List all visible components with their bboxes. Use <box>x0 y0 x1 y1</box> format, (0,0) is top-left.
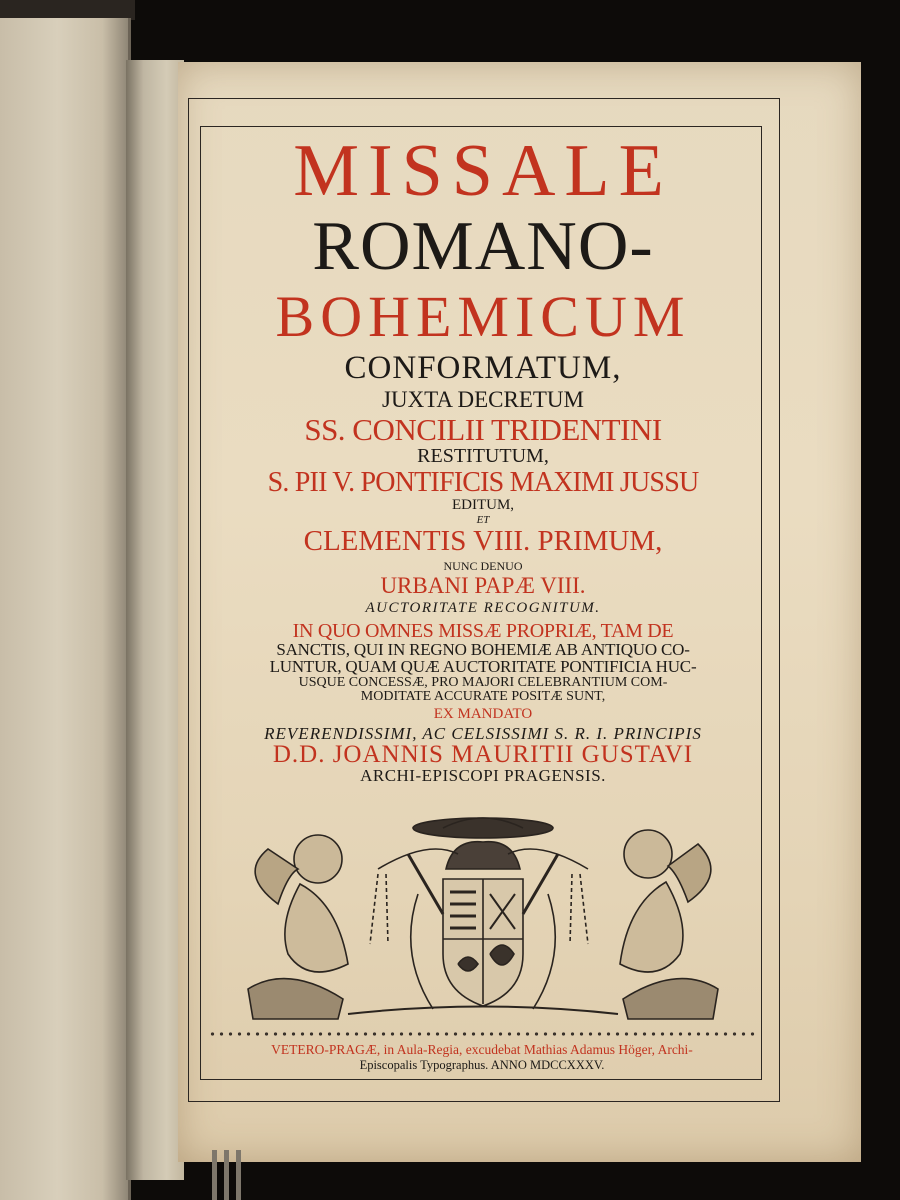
line-in-quo: IN QUO OMNES MISSÆ PROPRIÆ, TAM DE <box>292 619 674 642</box>
line-sanctis: SANCTIS, QUI IN REGNO BOHEMIÆ AB ANTIQUO CO- <box>276 640 690 660</box>
left-endpaper <box>0 18 131 1200</box>
ornamental-rule <box>208 1030 758 1038</box>
book-cover-edge <box>0 0 135 20</box>
ribbon-marker <box>224 1150 229 1200</box>
ribbon-marker <box>236 1150 241 1200</box>
imprint-line-1: VETERO-PRAGÆ, in Aula-Regia, excudebat Mathias Adamus Höger, Archi- <box>271 1042 693 1057</box>
line-dd-joannis: D.D. JOANNIS MAURITII GUSTAVI <box>272 740 694 768</box>
right-cherub-icon <box>620 830 718 1019</box>
line-concilii: SS. CONCILII TRIDENTINI <box>304 412 662 448</box>
left-cherub-icon <box>248 835 348 1019</box>
line-archi-episcopi: ARCHI-EPISCOPI PRAGENSIS. <box>360 766 606 786</box>
line-et: ET <box>476 513 490 526</box>
crown-icon <box>446 842 520 869</box>
line-luntur: LUNTUR, QUAM QUÆ AUCTORITATE PONTIFICIA HUC- <box>269 657 697 677</box>
title-romano: ROMANO- <box>312 208 654 286</box>
line-conformatum: CONFORMATUM, <box>344 350 622 387</box>
title-text-block <box>198 132 768 785</box>
line-pii: S. PII V. PONTIFICIS MAXIMI JUSSU <box>267 467 699 499</box>
line-clementis: CLEMENTIS VIII. PRIMUM, <box>303 525 663 558</box>
title-bohemicum: BOHEMICUM <box>275 283 691 349</box>
line-moditate: MODITATE ACCURATE POSITÆ SUNT, <box>360 689 606 705</box>
book-gutter <box>126 60 184 1180</box>
ribbon-marker <box>212 1150 217 1200</box>
imprint-line-2: Episcopalis Typographus. ANNO MDCCXXXV. <box>359 1058 605 1073</box>
imprint <box>202 1042 762 1073</box>
line-ex-mandato: EX MANDATO <box>433 706 533 723</box>
line-juxta: JUXTA DECRETUM <box>382 386 584 412</box>
coat-of-arms-engraving <box>228 814 738 1024</box>
title-missale: MISSALE <box>293 130 673 212</box>
line-usque: USQUE CONCESSÆ, PRO MAJORI CELEBRANTIUM COM- <box>298 674 668 690</box>
line-editum: EDITUM, <box>451 496 515 513</box>
line-urbani: URBANI PAPÆ VIII. <box>380 573 586 598</box>
line-reverendissimi: REVERENDISSIMI, AC CELSISSIMI S. R. I. PRINCIPIS <box>264 723 702 743</box>
line-nunc: NUNC DENUO <box>443 558 523 573</box>
line-restitutum: RESTITUTUM, <box>417 444 549 467</box>
title-page <box>178 62 861 1162</box>
line-auctoritate: AUCTORITATE RECOGNITUM. <box>365 600 601 617</box>
